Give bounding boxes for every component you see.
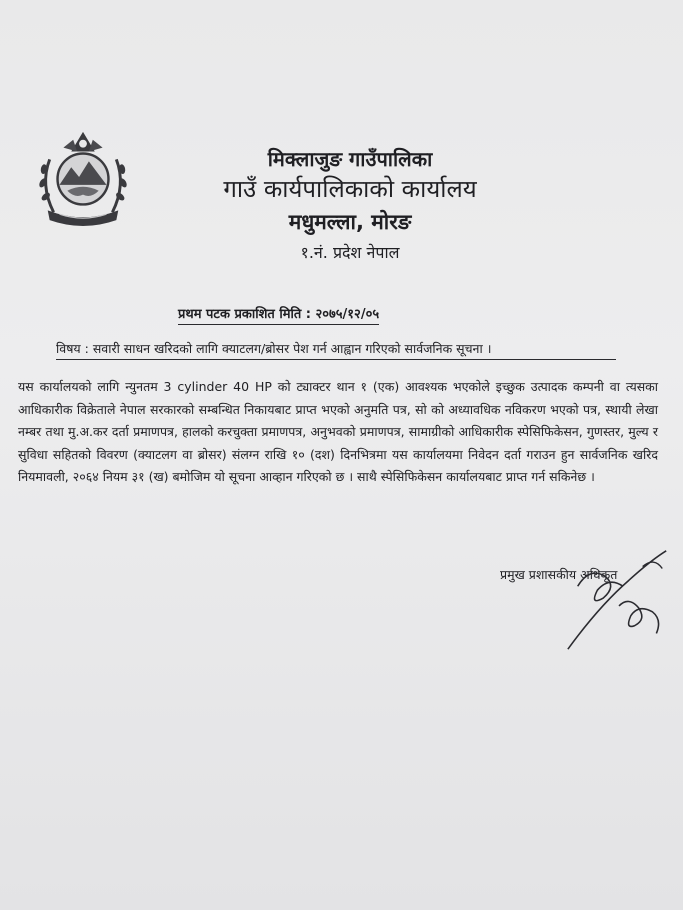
province-name: १.नं. प्रदेश नेपाल: [300, 243, 400, 262]
signatory-title: प्रमुख प्रशासकीय अधिकृत: [500, 567, 618, 582]
municipality-name: मिक्लाजुङ गाउँपालिका: [267, 147, 433, 171]
nepal-emblem-icon: [34, 126, 132, 228]
office-location: मधुमल्ला, मोरङ: [288, 210, 412, 234]
notice-subject: विषय : सवारी साधन खरिदको लागि क्याटलग/ब्रोसर पेश गर्न आह्वान गरिएको सार्वजनिक सूचना ।: [56, 340, 616, 360]
notice-body: यस कार्यालयको लागि न्युनतम 3 cylinder 40 HP को ट्याक्टर थान १ (एक) आवश्यक भएकोले इच्छुक उत्पादक कम्पनी वा त्यसका आधिकारीक विक्रेताले नेपाल सरकारको सम्बन्धित निकायबाट प्राप्त भएको अनुमति पत्र, सो को अध्यावधिक नविकरण भएको पत्र, स्थायी लेखा नम्बर तथा मु.अ.कर दर्ता प्रमाणपत्र, हालको करचुक्ता प्रमाणपत्र, अनुभवको प्रमाणपत्र, सामाग्रीको आधिकारीक स्पेसिफिकेसन, गुणस्तर, मुल्य र सुविधा सहितको विवरण (क्याटलग वा ब्रोसर) संलग्न राखि १० (दश) दिनभित्रमा यस कार्यालयमा निवेदन दर्ता गराउन हुन सार्वजनिक खरिद नियमावली, २०६४ नियम ३१ (ख) बमोजिम यो सूचना आव्हान गरिएको छ । साथै स्पेसिफिकेसन कार्यालयबाट प्राप्त गर्न सकिनेछ ।: [18, 379, 658, 484]
office-name: गाउँ कार्यपालिकाको कार्यालय: [223, 175, 477, 203]
handwritten-signature: [560, 546, 678, 656]
publish-date: प्रथम पटक प्रकाशित मिति : २०७५/१२/०५: [178, 304, 379, 325]
